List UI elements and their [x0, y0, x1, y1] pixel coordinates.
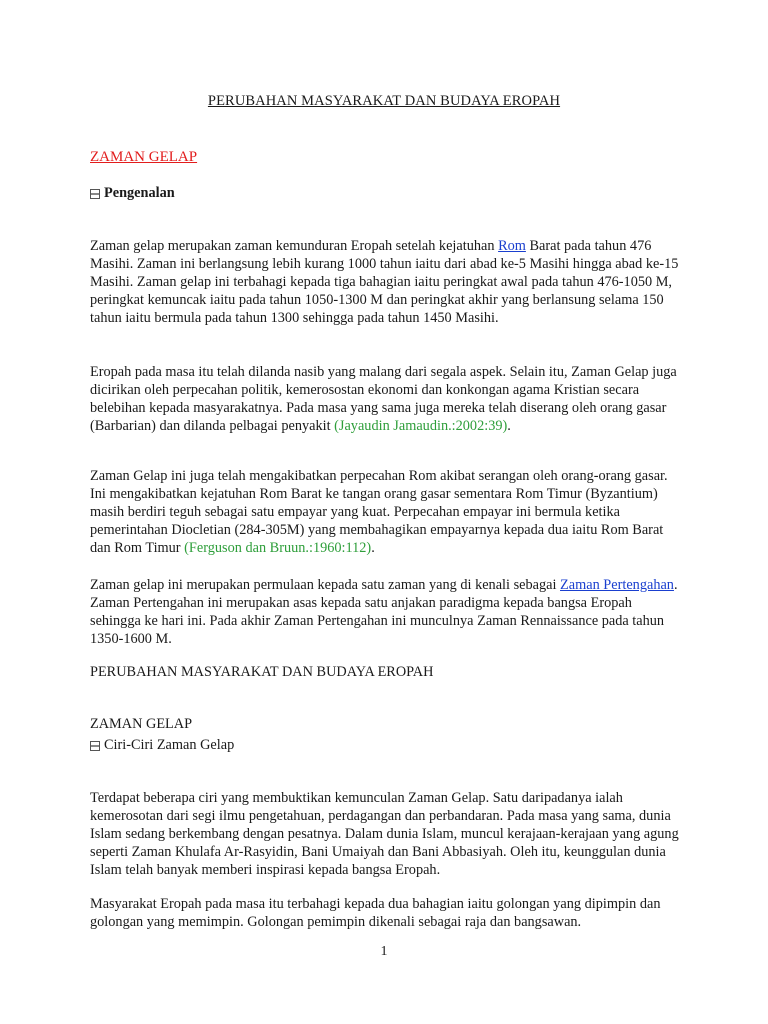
subheading-label: Pengenalan	[104, 185, 175, 201]
repeat-subheading-label: Ciri-Ciri Zaman Gelap	[104, 737, 235, 753]
paragraph-division	[90, 467, 680, 557]
paragraph-text: . Zaman Pertengahan ini merupakan asas kepada satu anjakan paradigma kepada bangsa Eropah sehingga ke hari ini. Pada akhir Zaman Pertengahan ini munculnya Zaman Rennaissance pada tahun 1350-1600 M.	[90, 577, 678, 647]
paragraph-end: .	[507, 418, 511, 434]
paragraph-end: .	[371, 540, 375, 556]
repeat-title: PERUBAHAN MASYARAKAT DAN BUDAYA EROPAH	[90, 664, 434, 680]
paragraph-text: Eropah pada masa itu telah dilanda nasib yang malang dari segala aspek. Selain itu, Zaman Gelap juga dicirikan oleh perpecahan politik, kemerosostan ekonomi dan konkongan agama Kristian secara belebihan kepada masyarakatnya. Pada masa yang sama juga mereka telah diserang oleh orang gasar (Barbarian) dan dilanda pelbagai penyakit	[90, 364, 677, 434]
paragraph-text: Zaman gelap merupakan zaman kemunduran Eropah setelah kejatuhan	[90, 238, 499, 254]
paragraph-text: Barat pada tahun 476 Masihi. Zaman ini berlangsung lebih kurang 1000 tahun iaitu dari abad ke-5 Masihi hingga abad ke-15 Masihi. Zaman gelap ini terbahagi kepada tiga bahagian iaitu peringkat awal pada tahun 476-1050 M, peringkat kemuncak iaitu pada tahun 1050-1300 M dan peringkat akhir yang berlansung selama 150 tahun iaitu bermula pada tahun 1300 sehingga pada tahun 1450 Masihi.	[90, 238, 679, 326]
paragraph-aspects	[90, 363, 680, 435]
page-number: 1	[380, 944, 388, 959]
paragraph-intro	[90, 237, 680, 327]
rom-link[interactable]: Rom	[498, 238, 526, 254]
paragraph-text: Zaman Gelap ini juga telah mengakibatkan perpecahan Rom akibat serangan oleh orang-orang gasar. Ini mengakibatkan kejatuhan Rom Barat ke tangan orang gasar sementara Rom Timur (Byzantium) masih berdiri teguh sebagai satu empayar yang kuat. Perpecahan empayar ini bermula ketika pemerintahan Diocletian (284-305M) yang membahagikan empayarnya kepada dua iaitu Rom Barat dan Rom Timur	[90, 468, 668, 556]
repeat-subheading	[90, 736, 680, 754]
citation: (Ferguson dan Bruun.:1960:112)	[184, 540, 372, 556]
document-title: PERUBAHAN MASYARAKAT DAN BUDAYA EROPAH	[207, 93, 561, 109]
paragraph-characteristics: Terdapat beberapa ciri yang membuktikan kemunculan Zaman Gelap. Satu daripadanya ialah kemerosotan dari segi ilmu pengetahuan, perdagangan dan perbandaran. Pada masa yang sama, dunia Islam sedang berkembang dengan pesatnya. Dalam dunia Islam, muncul kerajaan-kerajaan yang agung seperti Zaman Khulafa Ar-Rasyidin, Bani Umaiyah dan Bani Abbasiyah. Oleh itu, keunggulan dunia Islam telah banyak memberi inspirasi kepada bangsa Eropah.	[90, 790, 679, 878]
paragraph-text: Zaman gelap ini merupakan permulaan kepada satu zaman yang di kenali sebagai	[90, 577, 561, 593]
checkbox-bullet-icon	[90, 189, 100, 199]
section-heading: ZAMAN GELAP	[90, 149, 198, 165]
subheading	[90, 184, 680, 202]
paragraph-society: Masyarakat Eropah pada masa itu terbahagi kepada dua bahagian iaitu golongan yang dipimpin dan golongan yang memimpin. Golongan pemimpin dikenali sebagai raja dan bangsawan.	[90, 896, 661, 930]
repeat-heading: ZAMAN GELAP	[90, 716, 193, 732]
citation: (Jayaudin Jamaudin.:2002:39)	[334, 418, 508, 434]
checkbox-bullet-icon	[90, 741, 100, 751]
paragraph-middle-ages	[90, 576, 680, 648]
zaman-pertengahan-link[interactable]: Zaman Pertengahan	[560, 577, 674, 593]
